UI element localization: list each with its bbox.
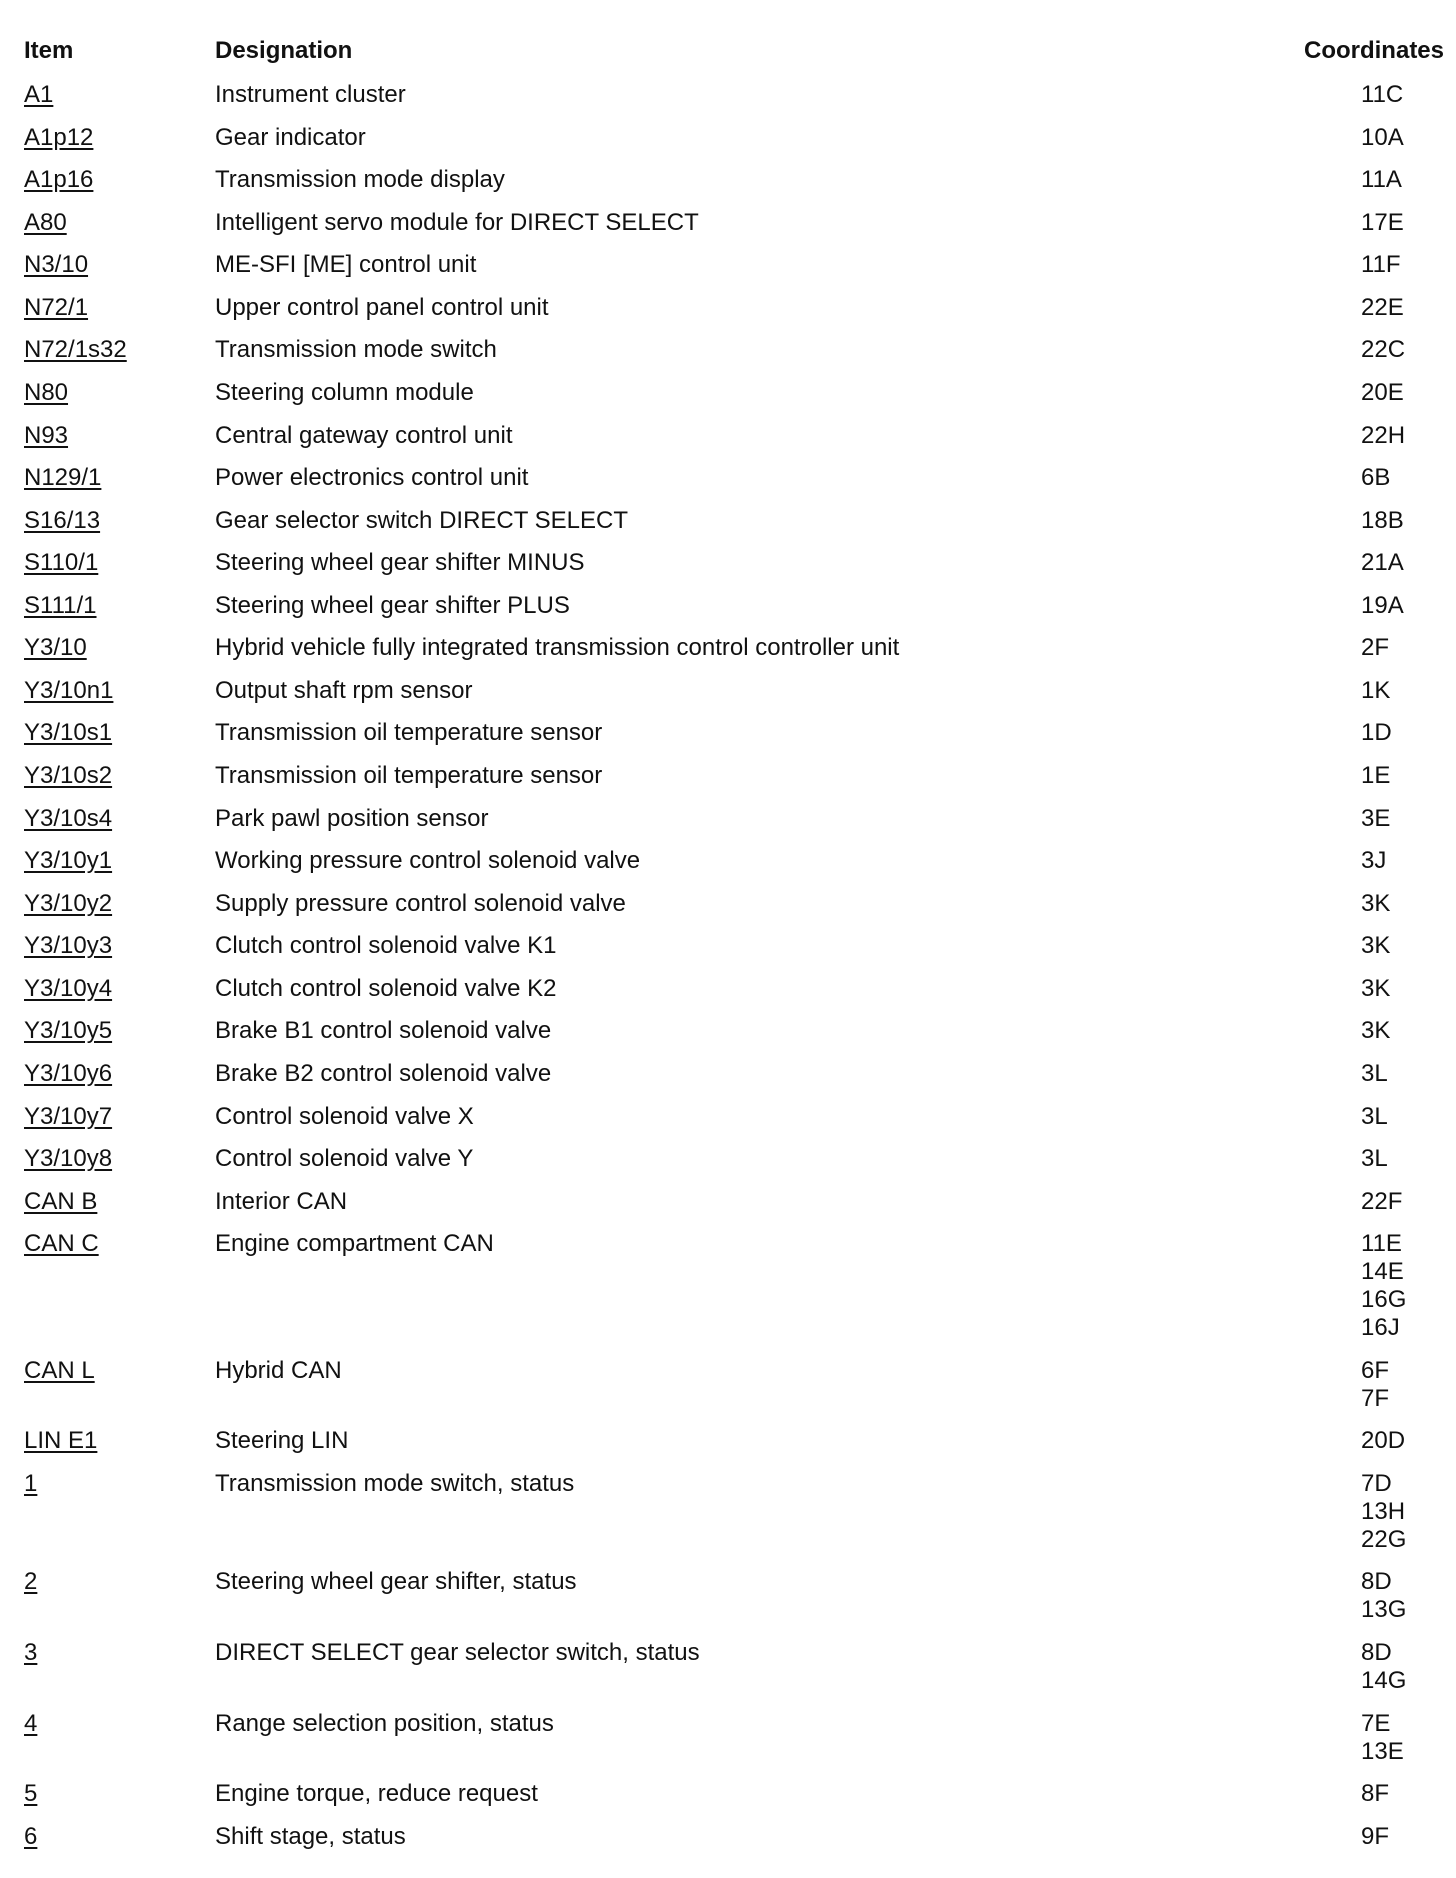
table-body — [24, 74, 1444, 1858]
designation-cell: Clutch control solenoid valve K1 — [215, 932, 557, 960]
item-cell — [24, 294, 215, 322]
coordinate-value: 1E — [1361, 762, 1391, 789]
item-cell — [24, 932, 215, 960]
table-row — [24, 755, 1444, 798]
item-link[interactable]: LIN E1 — [24, 1427, 98, 1455]
item-link[interactable]: Y3/10y7 — [24, 1102, 113, 1130]
item-link[interactable]: CAN B — [24, 1187, 98, 1215]
designation-cell: Output shaft rpm sensor — [215, 676, 473, 704]
coordinates-cell — [1215, 1017, 1444, 1045]
component-legend-table — [24, 34, 1444, 1858]
item-link[interactable]: Y3/10s1 — [24, 719, 113, 747]
coordinates-cell — [1215, 507, 1444, 535]
coordinates-cell — [1215, 1710, 1444, 1766]
item-link[interactable]: Y3/10y2 — [24, 889, 113, 917]
item-cell — [24, 719, 215, 747]
coordinates-cell — [1215, 379, 1444, 407]
header-coordinates: Coordinates — [1303, 37, 1444, 64]
designation-cell: Intelligent servo module for DIRECT SELECT — [215, 208, 699, 236]
item-cell — [24, 1427, 215, 1455]
item-cell — [24, 464, 215, 492]
item-link[interactable]: Y3/10y8 — [24, 1145, 113, 1173]
coordinate-value: 16G — [1361, 1286, 1407, 1314]
designation-cell: DIRECT SELECT gear selector switch, status — [215, 1639, 700, 1666]
item-cell — [24, 507, 215, 535]
coordinate-value: 8D — [1361, 1639, 1392, 1666]
coordinates-cell — [1215, 762, 1444, 790]
item-link[interactable]: CAN L — [24, 1356, 95, 1384]
coordinates-cell — [1215, 422, 1444, 450]
item-cell — [24, 677, 215, 705]
coordinates-cell — [1215, 975, 1444, 1003]
item-cell — [24, 1188, 215, 1216]
designation-cell: Brake B1 control solenoid valve — [215, 1017, 552, 1045]
coordinates-cell — [1215, 1823, 1444, 1851]
item-cell — [24, 890, 215, 918]
coordinate-value: 7F — [1361, 1384, 1390, 1412]
item-link[interactable]: Y3/10y6 — [24, 1059, 113, 1087]
coordinates-cell — [1215, 1639, 1444, 1695]
item-cell — [24, 592, 215, 620]
item-link[interactable]: N72/1s32 — [24, 336, 127, 364]
coordinate-value: 17E — [1361, 208, 1404, 236]
coordinates-cell — [1215, 1427, 1444, 1455]
coordinates-cell — [1215, 1357, 1444, 1413]
designation-cell: Shift stage, status — [215, 1822, 406, 1850]
coordinate-value: 22G — [1361, 1525, 1407, 1553]
item-link[interactable]: Y3/10y4 — [24, 974, 113, 1002]
item-link[interactable]: N72/1 — [24, 293, 89, 321]
table-row — [24, 1053, 1444, 1096]
coordinates-cell — [1215, 634, 1444, 662]
coordinate-value: 7E — [1361, 1709, 1391, 1737]
coordinates-cell — [1215, 1230, 1444, 1342]
designation-cell: Transmission mode display — [215, 166, 505, 194]
table-row — [24, 1703, 1444, 1774]
coordinate-value: 19A — [1361, 591, 1404, 619]
coordinates-cell — [1215, 719, 1444, 747]
item-cell — [24, 1230, 215, 1258]
coordinates-cell — [1215, 336, 1444, 364]
designation-cell: Steering wheel gear shifter PLUS — [215, 591, 570, 619]
coordinates-cell — [1215, 1145, 1444, 1173]
coordinate-value: 22F — [1361, 1187, 1403, 1215]
designation-cell: Park pawl position sensor — [215, 804, 489, 832]
item-cell — [24, 1639, 215, 1667]
item-cell — [24, 975, 215, 1003]
item-cell — [24, 1470, 215, 1498]
coordinate-value: 6B — [1361, 464, 1391, 492]
designation-cell: Transmission mode switch, status — [215, 1469, 575, 1497]
coordinate-value: 3L — [1361, 1102, 1388, 1130]
item-link[interactable]: S110/1 — [24, 549, 99, 577]
table-header — [24, 34, 1444, 74]
item-link[interactable]: S111/1 — [24, 591, 97, 619]
coordinates-cell — [1215, 890, 1444, 918]
table-row — [24, 1816, 1444, 1859]
item-link[interactable]: A1 — [24, 81, 54, 108]
item-link[interactable]: Y3/10y1 — [24, 847, 113, 875]
item-cell — [24, 805, 215, 833]
table-row — [24, 670, 1444, 713]
item-cell — [24, 166, 215, 194]
coordinates-cell — [1215, 1780, 1444, 1808]
item-link[interactable]: 2 — [24, 1568, 38, 1596]
item-link[interactable]: N3/10 — [24, 251, 89, 279]
table-row — [24, 159, 1444, 202]
designation-cell: Engine compartment CAN — [215, 1230, 494, 1258]
table-row — [24, 542, 1444, 585]
coordinates-cell — [1215, 1103, 1444, 1131]
item-link[interactable]: Y3/10y3 — [24, 932, 113, 960]
coordinate-value: 11A — [1361, 166, 1402, 194]
item-cell — [24, 251, 215, 279]
coordinates-cell — [1215, 1060, 1444, 1088]
table-row — [24, 74, 1444, 117]
table-row — [24, 1223, 1444, 1350]
item-cell — [24, 1145, 215, 1173]
coordinate-value: 2F — [1361, 634, 1390, 662]
coordinate-value: 3L — [1361, 1145, 1388, 1173]
item-cell — [24, 209, 215, 237]
coordinate-value: 11C — [1361, 81, 1404, 108]
table-row — [24, 287, 1444, 330]
table-row — [24, 968, 1444, 1011]
item-link[interactable]: Y3/10s2 — [24, 762, 113, 789]
designation-cell: Range selection position, status — [215, 1709, 554, 1737]
item-link[interactable]: A1p16 — [24, 166, 94, 194]
item-link[interactable]: A80 — [24, 208, 67, 236]
coordinate-value: 3E — [1361, 804, 1391, 832]
item-cell — [24, 81, 215, 109]
coordinates-cell — [1215, 805, 1444, 833]
designation-cell: ME-SFI [ME] control unit — [215, 251, 477, 279]
designation-cell: Hybrid vehicle fully integrated transmission control controller unit — [215, 634, 900, 662]
coordinates-cell — [1215, 124, 1444, 152]
table-row — [24, 1463, 1444, 1562]
item-link[interactable]: S16/13 — [24, 506, 101, 534]
coordinate-value: 3J — [1361, 847, 1387, 875]
item-cell — [24, 1568, 215, 1596]
designation-cell: Steering wheel gear shifter MINUS — [215, 549, 585, 577]
item-link[interactable]: 6 — [24, 1822, 38, 1850]
designation-cell: Transmission oil temperature sensor — [215, 719, 603, 747]
coordinate-value: 3L — [1361, 1059, 1388, 1087]
table-row — [24, 500, 1444, 543]
designation-cell: Clutch control solenoid valve K2 — [215, 974, 557, 1002]
coordinates-cell — [1215, 932, 1444, 960]
coordinates-cell — [1215, 81, 1444, 109]
table-row — [24, 415, 1444, 458]
item-cell — [24, 1780, 215, 1808]
coordinate-value: 1D — [1361, 719, 1392, 747]
coordinate-value: 11F — [1361, 251, 1401, 279]
table-row — [24, 627, 1444, 670]
item-cell — [24, 634, 215, 662]
item-link[interactable]: 4 — [24, 1709, 38, 1737]
table-row — [24, 1420, 1444, 1463]
item-cell — [24, 1060, 215, 1088]
item-cell — [24, 1103, 215, 1131]
item-link[interactable]: 5 — [24, 1780, 38, 1808]
coordinates-cell — [1215, 1470, 1444, 1554]
coordinates-cell — [1215, 549, 1444, 577]
designation-cell: Power electronics control unit — [215, 464, 529, 492]
coordinate-value: 16J — [1361, 1314, 1400, 1342]
item-link[interactable]: 1 — [24, 1469, 38, 1497]
coordinate-value: 13G — [1361, 1596, 1407, 1624]
coordinate-value: 13E — [1361, 1737, 1404, 1765]
coordinate-value: 22C — [1361, 336, 1406, 364]
table-row — [24, 1632, 1444, 1703]
table-row — [24, 1773, 1444, 1816]
item-link[interactable]: N129/1 — [24, 464, 102, 492]
item-cell — [24, 1357, 215, 1385]
item-link[interactable]: CAN C — [24, 1230, 99, 1258]
item-cell — [24, 847, 215, 875]
item-cell — [24, 124, 215, 152]
header-item: Item — [24, 37, 74, 64]
coordinate-value: 3K — [1361, 1017, 1391, 1045]
table-row — [24, 1096, 1444, 1139]
item-cell — [24, 1017, 215, 1045]
table-row — [24, 202, 1444, 245]
item-link[interactable]: Y3/10 — [24, 634, 87, 662]
item-link[interactable]: N80 — [24, 378, 69, 406]
designation-cell: Control solenoid valve X — [215, 1102, 474, 1130]
table-row — [24, 457, 1444, 500]
table-row — [24, 1350, 1444, 1421]
table-row — [24, 925, 1444, 968]
designation-cell: Interior CAN — [215, 1187, 348, 1215]
designation-cell: Engine torque, reduce request — [215, 1780, 538, 1808]
table-row — [24, 840, 1444, 883]
item-cell — [24, 549, 215, 577]
coordinate-value: 20D — [1361, 1427, 1406, 1455]
item-cell — [24, 422, 215, 450]
coordinates-cell — [1215, 1188, 1444, 1216]
coordinate-value: 8D — [1361, 1568, 1392, 1596]
table-row — [24, 1010, 1444, 1053]
designation-cell: Steering column module — [215, 378, 474, 406]
designation-cell: Working pressure control solenoid valve — [215, 847, 641, 875]
coordinate-value: 22H — [1361, 421, 1406, 449]
item-cell — [24, 762, 215, 790]
header-designation: Designation — [215, 37, 353, 64]
coordinates-cell — [1215, 847, 1444, 875]
table-row — [24, 1561, 1444, 1632]
table-row — [24, 329, 1444, 372]
coordinates-cell — [1215, 592, 1444, 620]
designation-cell: Gear indicator — [215, 123, 366, 151]
designation-cell: Steering LIN — [215, 1427, 349, 1455]
coordinates-cell — [1215, 464, 1444, 492]
coordinate-value: 13H — [1361, 1497, 1406, 1525]
designation-cell: Control solenoid valve Y — [215, 1145, 474, 1173]
coordinate-value: 21A — [1361, 549, 1404, 577]
table-row — [24, 372, 1444, 415]
table-row — [24, 1181, 1444, 1224]
coordinates-cell — [1215, 677, 1444, 705]
designation-cell: Upper control panel control unit — [215, 293, 549, 321]
table-row — [24, 712, 1444, 755]
coordinates-cell — [1215, 209, 1444, 237]
coordinates-cell — [1215, 1568, 1444, 1624]
item-link[interactable]: Y3/10s4 — [24, 804, 113, 832]
coordinate-value: 9F — [1361, 1822, 1390, 1850]
coordinates-cell — [1215, 166, 1444, 194]
coordinate-value: 11E — [1361, 1230, 1402, 1258]
item-cell — [24, 1710, 215, 1738]
designation-cell: Supply pressure control solenoid valve — [215, 889, 626, 917]
item-cell — [24, 379, 215, 407]
coordinate-value: 14G — [1361, 1667, 1407, 1694]
item-link[interactable]: 3 — [24, 1639, 38, 1666]
table-row — [24, 117, 1444, 160]
coordinate-value: 3K — [1361, 932, 1391, 960]
designation-cell: Transmission mode switch — [215, 336, 497, 364]
item-link[interactable]: A1p12 — [24, 123, 94, 151]
coordinate-value: 8F — [1361, 1780, 1390, 1808]
coordinate-value: 1K — [1361, 676, 1391, 704]
item-link[interactable]: Y3/10y5 — [24, 1017, 113, 1045]
coordinate-value: 3K — [1361, 974, 1391, 1002]
table-row — [24, 883, 1444, 926]
table-row — [24, 798, 1444, 841]
coordinates-cell — [1215, 294, 1444, 322]
designation-cell: Instrument cluster — [215, 81, 406, 108]
coordinate-value: 18B — [1361, 506, 1404, 534]
coordinate-value: 22E — [1361, 293, 1404, 321]
coordinate-value: 7D — [1361, 1469, 1392, 1497]
coordinate-value: 3K — [1361, 889, 1391, 917]
item-link[interactable]: Y3/10n1 — [24, 676, 114, 704]
coordinate-value: 20E — [1361, 378, 1404, 406]
designation-cell: Transmission oil temperature sensor — [215, 762, 603, 789]
designation-cell: Hybrid CAN — [215, 1356, 342, 1384]
coordinate-value: 10A — [1361, 123, 1404, 151]
designation-cell: Gear selector switch DIRECT SELECT — [215, 506, 629, 534]
item-link[interactable]: N93 — [24, 421, 69, 449]
table-row — [24, 1138, 1444, 1181]
designation-cell: Central gateway control unit — [215, 421, 513, 449]
coordinates-cell — [1215, 251, 1444, 279]
table-row — [24, 244, 1444, 287]
coordinate-value: 6F — [1361, 1356, 1390, 1384]
table-row — [24, 585, 1444, 628]
coordinate-value: 14E — [1361, 1258, 1404, 1286]
item-cell — [24, 336, 215, 364]
designation-cell: Brake B2 control solenoid valve — [215, 1059, 552, 1087]
designation-cell: Steering wheel gear shifter, status — [215, 1568, 577, 1596]
item-cell — [24, 1823, 215, 1851]
